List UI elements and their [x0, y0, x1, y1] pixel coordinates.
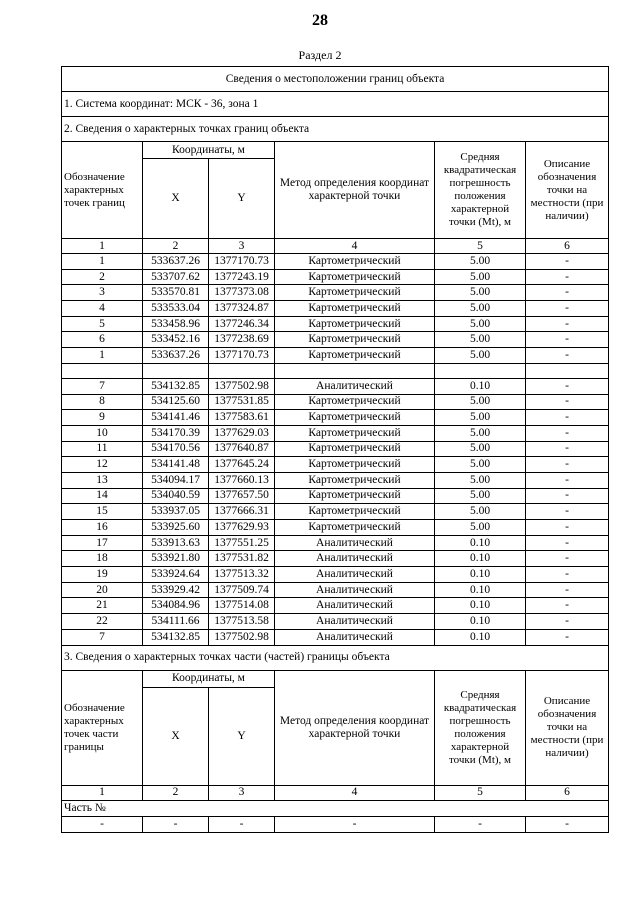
method: Картометрический [275, 269, 435, 285]
method: Аналитический [275, 378, 435, 394]
table-row [62, 488, 609, 504]
description: - [526, 520, 609, 536]
col-error-header: Средняя квадратическая погрешность положения характерной точки (Mt), м [435, 142, 526, 239]
coord-y: 1377645.24 [209, 457, 275, 473]
coord-x: 534040.59 [143, 488, 209, 504]
col-coords-header: Координаты, м [143, 142, 275, 159]
empty-cell: - [435, 816, 526, 832]
coord-x: 534141.48 [143, 457, 209, 473]
coord-y: 1377513.58 [209, 614, 275, 630]
coord-y: 1377583.61 [209, 410, 275, 426]
method: Картометрический [275, 520, 435, 536]
coord-y: 1377551.25 [209, 535, 275, 551]
error: 5.00 [435, 457, 526, 473]
error: 5.00 [435, 254, 526, 270]
point-number: 16 [62, 520, 143, 536]
error: 5.00 [435, 301, 526, 317]
error: 5.00 [435, 285, 526, 301]
coord-x: 533913.63 [143, 535, 209, 551]
coord-y: 1377629.03 [209, 425, 275, 441]
method: Картометрический [275, 254, 435, 270]
coord-x: 534084.96 [143, 598, 209, 614]
coord-x: 533707.62 [143, 269, 209, 285]
method: Аналитический [275, 551, 435, 567]
table-row [62, 472, 609, 488]
table-row [62, 285, 609, 301]
section3-heading: 3. Сведения о характерных точках части (частей) границы объекта [62, 645, 609, 670]
empty-cell: - [143, 816, 209, 832]
col-coords-header: Координаты, м [143, 670, 275, 687]
description: - [526, 504, 609, 520]
table-row [62, 520, 609, 536]
point-number: 17 [62, 535, 143, 551]
blank-cell [209, 363, 275, 378]
coord-system: 1. Система координат: МСК - 36, зона 1 [62, 92, 609, 117]
error: 0.10 [435, 567, 526, 583]
description: - [526, 285, 609, 301]
point-number: 6 [62, 332, 143, 348]
table-row [62, 598, 609, 614]
table-row [62, 269, 609, 285]
col-number-cell: 4 [275, 785, 435, 800]
coord-y: 1377170.73 [209, 348, 275, 364]
empty-cell: - [526, 816, 609, 832]
error: 5.00 [435, 504, 526, 520]
col-designation-header: Обозначение характерных точек части границы [62, 670, 143, 785]
point-number: 21 [62, 598, 143, 614]
point-number: 2 [62, 269, 143, 285]
point-number: 9 [62, 410, 143, 426]
coord-x: 533533.04 [143, 301, 209, 317]
col-y-header: Y [209, 687, 275, 785]
coord-x: 534170.39 [143, 425, 209, 441]
error: 5.00 [435, 316, 526, 332]
col-number-cell: 6 [526, 239, 609, 254]
table-row [62, 425, 609, 441]
coord-y: 1377238.69 [209, 332, 275, 348]
table-row [62, 332, 609, 348]
description: - [526, 332, 609, 348]
table-row [62, 551, 609, 567]
blank-cell [435, 363, 526, 378]
error: 5.00 [435, 332, 526, 348]
col-designation-header: Обозначение характерных точек границ [62, 142, 143, 239]
col-method-header: Метод определения координат характерной точки [275, 670, 435, 785]
section-label: Раздел 2 [298, 48, 342, 62]
col-y-header: Y [209, 159, 275, 239]
point-number: 15 [62, 504, 143, 520]
method: Картометрический [275, 425, 435, 441]
method: Аналитический [275, 614, 435, 630]
coord-x: 534141.46 [143, 410, 209, 426]
coord-y: 1377514.08 [209, 598, 275, 614]
point-number: 13 [62, 472, 143, 488]
part-label: Часть № [62, 800, 609, 816]
table-row [62, 378, 609, 394]
description: - [526, 457, 609, 473]
blank-cell [275, 363, 435, 378]
coord-x: 533570.81 [143, 285, 209, 301]
description: - [526, 410, 609, 426]
description: - [526, 551, 609, 567]
method: Картометрический [275, 410, 435, 426]
description: - [526, 301, 609, 317]
point-number: 20 [62, 582, 143, 598]
point-number: 22 [62, 614, 143, 630]
description: - [526, 269, 609, 285]
table-row [62, 614, 609, 630]
error: 5.00 [435, 441, 526, 457]
error: 5.00 [435, 269, 526, 285]
coord-x: 533929.42 [143, 582, 209, 598]
description: - [526, 598, 609, 614]
method: Картометрический [275, 348, 435, 364]
description: - [526, 535, 609, 551]
blank-cell [62, 363, 143, 378]
section2-heading: 2. Сведения о характерных точках границ объекта [62, 117, 609, 142]
method: Картометрический [275, 316, 435, 332]
coord-x: 533637.26 [143, 348, 209, 364]
col-number-cell: 1 [62, 785, 143, 800]
boundary-table [61, 66, 609, 833]
description: - [526, 614, 609, 630]
description: - [526, 582, 609, 598]
method: Картометрический [275, 332, 435, 348]
coord-x: 533937.05 [143, 504, 209, 520]
coord-x: 534094.17 [143, 472, 209, 488]
col-x-header: X [143, 687, 209, 785]
method: Картометрический [275, 504, 435, 520]
method: Картометрический [275, 285, 435, 301]
coord-y: 1377246.34 [209, 316, 275, 332]
error: 0.10 [435, 535, 526, 551]
col-number-cell: 5 [435, 785, 526, 800]
col-number-cell: 5 [435, 239, 526, 254]
col-number-cell: 3 [209, 785, 275, 800]
point-number: 8 [62, 394, 143, 410]
point-number: 19 [62, 567, 143, 583]
table-row [62, 582, 609, 598]
col-number-cell: 1 [62, 239, 143, 254]
coord-x: 533452.16 [143, 332, 209, 348]
point-number: 1 [62, 254, 143, 270]
method: Аналитический [275, 629, 435, 645]
table-row [62, 254, 609, 270]
col-description-header: Описание обозначения точки на местности (при наличии) [526, 670, 609, 785]
description: - [526, 488, 609, 504]
error: 0.10 [435, 614, 526, 630]
method: Картометрический [275, 457, 435, 473]
table-title: Сведения о местоположении границ объекта [62, 67, 609, 92]
table-row [62, 535, 609, 551]
method: Картометрический [275, 472, 435, 488]
point-number: 7 [62, 378, 143, 394]
blank-cell [143, 363, 209, 378]
coord-x: 533637.26 [143, 254, 209, 270]
table-row [62, 348, 609, 364]
coord-x: 534125.60 [143, 394, 209, 410]
col-number-cell: 4 [275, 239, 435, 254]
method: Аналитический [275, 598, 435, 614]
error: 0.10 [435, 629, 526, 645]
col-number-cell: 2 [143, 785, 209, 800]
method: Картометрический [275, 488, 435, 504]
coord-y: 1377502.98 [209, 629, 275, 645]
coord-y: 1377666.31 [209, 504, 275, 520]
description: - [526, 378, 609, 394]
col-method-header: Метод определения координат характерной точки [275, 142, 435, 239]
point-number: 1 [62, 348, 143, 364]
blank-cell [526, 363, 609, 378]
col-number-cell: 2 [143, 239, 209, 254]
method: Аналитический [275, 535, 435, 551]
method: Картометрический [275, 301, 435, 317]
coord-x: 534170.56 [143, 441, 209, 457]
coord-y: 1377660.13 [209, 472, 275, 488]
col-error-header: Средняя квадратическая погрешность положения характерной точки (Mt), м [435, 670, 526, 785]
table-row [62, 441, 609, 457]
coord-y: 1377373.08 [209, 285, 275, 301]
error: 5.00 [435, 394, 526, 410]
error: 0.10 [435, 551, 526, 567]
point-number: 10 [62, 425, 143, 441]
error: 5.00 [435, 410, 526, 426]
description: - [526, 567, 609, 583]
description: - [526, 316, 609, 332]
coord-y: 1377509.74 [209, 582, 275, 598]
coord-y: 1377629.93 [209, 520, 275, 536]
col-number-cell: 3 [209, 239, 275, 254]
error: 0.10 [435, 598, 526, 614]
point-number: 12 [62, 457, 143, 473]
table-row [62, 816, 609, 832]
coord-x: 534111.66 [143, 614, 209, 630]
point-number: 18 [62, 551, 143, 567]
coord-y: 1377657.50 [209, 488, 275, 504]
method: Картометрический [275, 394, 435, 410]
empty-cell: - [209, 816, 275, 832]
coord-y: 1377170.73 [209, 254, 275, 270]
method: Картометрический [275, 441, 435, 457]
col-number-cell: 6 [526, 785, 609, 800]
error: 5.00 [435, 425, 526, 441]
description: - [526, 441, 609, 457]
col-x-header: X [143, 159, 209, 239]
error: 5.00 [435, 472, 526, 488]
point-number: 11 [62, 441, 143, 457]
table-row [62, 301, 609, 317]
table-row [62, 567, 609, 583]
method: Аналитический [275, 582, 435, 598]
error: 0.10 [435, 378, 526, 394]
error: 5.00 [435, 488, 526, 504]
coord-y: 1377502.98 [209, 378, 275, 394]
page-number: 28 [312, 12, 328, 29]
description: - [526, 348, 609, 364]
blank-row [62, 363, 609, 378]
coord-y: 1377640.87 [209, 441, 275, 457]
col-description-header: Описание обозначения точки на местности (при наличии) [526, 142, 609, 239]
point-number: 5 [62, 316, 143, 332]
table-row [62, 457, 609, 473]
empty-cell: - [62, 816, 143, 832]
error: 5.00 [435, 520, 526, 536]
error: 5.00 [435, 348, 526, 364]
coord-y: 1377243.19 [209, 269, 275, 285]
description: - [526, 394, 609, 410]
description: - [526, 425, 609, 441]
table-row [62, 316, 609, 332]
error: 0.10 [435, 582, 526, 598]
point-number: 3 [62, 285, 143, 301]
table-row [62, 394, 609, 410]
coord-y: 1377531.85 [209, 394, 275, 410]
coord-y: 1377324.87 [209, 301, 275, 317]
coord-x: 533924.64 [143, 567, 209, 583]
coord-x: 534132.85 [143, 629, 209, 645]
description: - [526, 629, 609, 645]
point-number: 7 [62, 629, 143, 645]
description: - [526, 254, 609, 270]
coord-y: 1377531.82 [209, 551, 275, 567]
coord-x: 534132.85 [143, 378, 209, 394]
point-number: 4 [62, 301, 143, 317]
table-row [62, 504, 609, 520]
table-row [62, 410, 609, 426]
coord-x: 533458.96 [143, 316, 209, 332]
coord-y: 1377513.32 [209, 567, 275, 583]
description: - [526, 472, 609, 488]
method: Аналитический [275, 567, 435, 583]
empty-cell: - [275, 816, 435, 832]
coord-x: 533921.80 [143, 551, 209, 567]
table-row [62, 629, 609, 645]
point-number: 14 [62, 488, 143, 504]
coord-x: 533925.60 [143, 520, 209, 536]
